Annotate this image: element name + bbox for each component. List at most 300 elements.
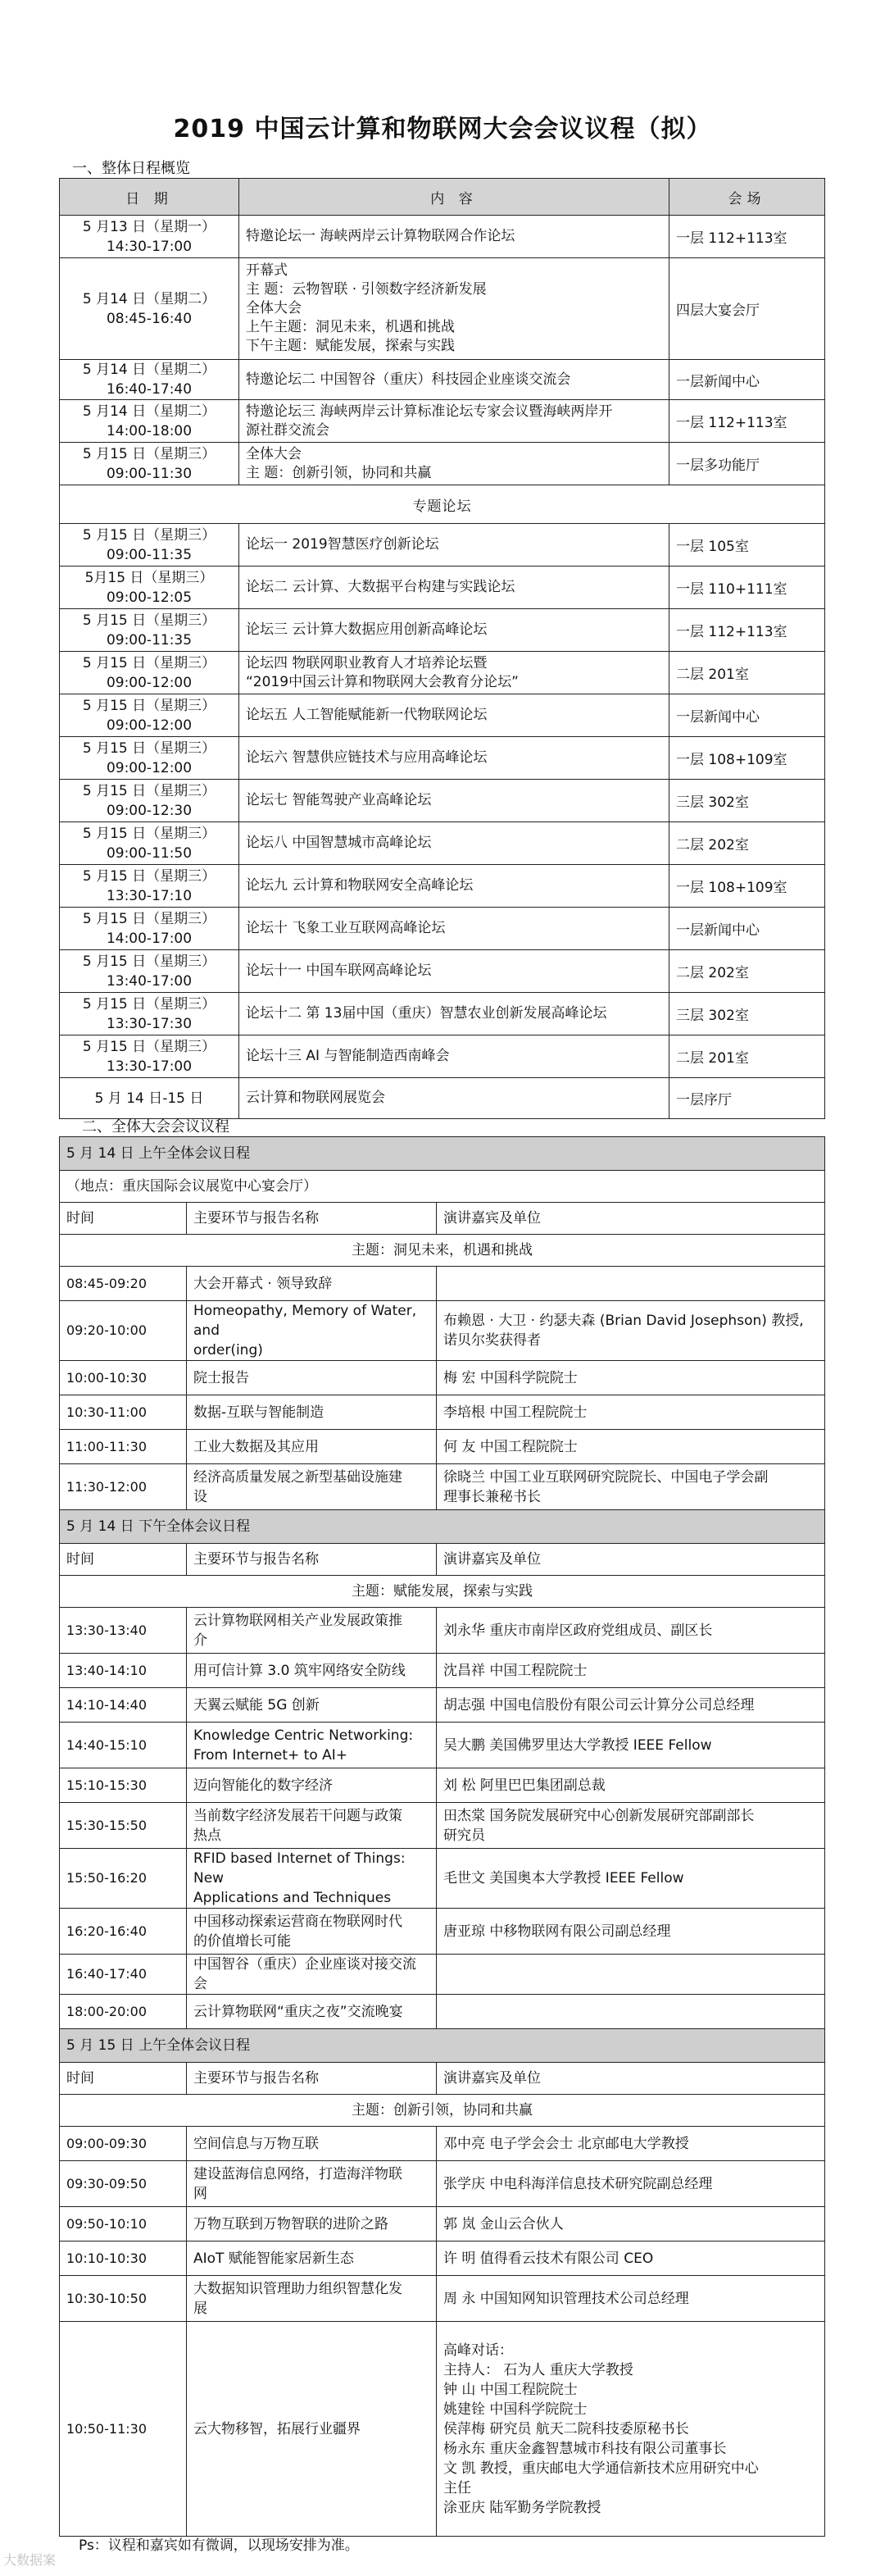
cell-line: 论坛一 2019智慧医疗创新论坛 [246,536,439,553]
cell-line: 13:30-17:30 [106,1015,193,1032]
column-header-row [60,1203,825,1235]
cell-line: 涂亚庆 陆军勤务学院教授 [443,2499,601,2516]
cell-line: 5 月15 日（星期三） [82,867,216,885]
cell-line: 09:00-11:30 [106,465,193,482]
cell-line: 08:45-16:40 [106,310,193,327]
schedule-venue: 一层 112+113室 [669,400,825,443]
cell-line: 李培根 中国工程院院士 [443,1404,588,1421]
forum-content [239,1035,669,1078]
footnote: Ps：议程和嘉宾如有微调，以现场安排为准。 [79,2537,359,2554]
agenda-speaker [437,1608,825,1654]
cell-line: 5 月15 日（星期三） [82,740,216,757]
agenda-topic [187,1995,437,2029]
agenda-topic [187,1464,437,1510]
forum-row [60,737,825,780]
forum-row [60,950,825,993]
agenda-row [60,1803,825,1849]
forum-venue: 一层 108+109室 [669,737,825,780]
agenda-topic [187,1361,437,1395]
cell-line: 13:30-17:00 [106,1058,193,1075]
agenda-topic [187,1301,437,1361]
cell-line: 当前数字经济发展若干问题与政策 [193,1807,402,1824]
block-header: 5 月 15 日 上午全体会议日程 [60,2029,825,2063]
agenda-time: 09:20-10:00 [60,1301,187,1361]
agenda-topic [187,2161,437,2207]
col-topic-header: 主要环节与报告名称 [187,2063,437,2095]
schedule-row [60,216,825,258]
agenda-time: 15:10-15:30 [60,1768,187,1803]
cell-line: 特邀论坛二 中国智谷（重庆）科技园企业座谈交流会 [246,371,571,388]
cell-line: 16:40-17:40 [106,381,193,398]
forum-row [60,609,825,652]
cell-line: 全体大会 [246,445,302,462]
table-header: 会场 [669,179,825,216]
page-title: 2019 中国云计算和物联网大会会议议程（拟） [173,115,712,143]
cell-line: 云计算和物联网展览会 [246,1090,385,1106]
forum-content [239,822,669,865]
forum-venue: 一层 110+111室 [669,567,825,609]
forum-content [239,780,669,822]
agenda-topic [187,2127,437,2161]
forum-venue: 二层 201室 [669,652,825,694]
agenda-row [60,1361,825,1395]
cell-line: 云大物移智，拓展行业疆界 [193,2420,361,2437]
block-theme: 主题：洞见未来，机遇和挑战 [60,1235,825,1267]
cell-line: From Internet+ to AI+ [193,1746,348,1764]
cell-line: 唐亚琼 中移物联网有限公司副总经理 [443,1923,671,1940]
schedule-row [60,258,825,360]
agenda-speaker [437,1723,825,1768]
forum-venue: 二层 201室 [669,1035,825,1078]
theme-row [60,1576,825,1608]
agenda-time: 10:30-10:50 [60,2276,187,2322]
cell-line: 刘永华 重庆市南岸区政府党组成员、副区长 [443,1622,713,1639]
agenda-speaker [437,2276,825,2322]
agenda-speaker [437,2241,825,2276]
schedule-date [60,258,239,360]
agenda-topic [187,1395,437,1430]
block-theme: 主题：创新引领，协同和共赢 [60,2095,825,2127]
agenda-row [60,1267,825,1301]
schedule-date [60,360,239,400]
cell-line: 数据-互联与智能制造 [193,1404,324,1421]
cell-line: 经济高质量发展之新型基础设施建 [193,1468,402,1486]
agenda-time: 10:30-11:00 [60,1395,187,1430]
cell-line: 13:40-17:00 [106,972,193,990]
cell-line: 源社群交流会 [246,421,329,439]
theme-row [60,2095,825,2127]
forum-date [60,567,239,609]
cell-line: 13:30-17:10 [106,887,193,904]
forum-content [239,737,669,780]
agenda-speaker [437,1803,825,1849]
cell-line: 刘 松 阿里巴巴集团副总裁 [443,1777,606,1794]
overview-table [59,178,825,1119]
agenda-speaker [437,2127,825,2161]
agenda-speaker [437,1430,825,1464]
agenda-time: 09:50-10:10 [60,2207,187,2241]
cell-line: 许 明 值得看云技术有限公司 CEO [443,2250,654,2267]
agenda-row [60,1768,825,1803]
agenda-speaker [437,1464,825,1510]
agenda-row [60,1955,825,1995]
subheading-row [60,485,825,524]
agenda-row [60,2241,825,2276]
forum-date [60,1078,239,1119]
schedule-content [239,400,669,443]
cell-line: 09:00-11:35 [106,546,193,563]
cell-line: Applications and Techniques [193,1890,392,1906]
forum-date [60,865,239,908]
forum-date [60,652,239,694]
cell-line: 姚建铨 中国科学院院士 [443,2401,588,2418]
cell-line: 09:00-12:00 [106,717,193,734]
agenda-speaker [437,2161,825,2207]
agenda-speaker [437,1849,825,1909]
block-header-row [60,1137,825,1171]
forum-date [60,694,239,737]
forum-content [239,993,669,1035]
schedule-content [239,258,669,360]
cell-line: 5 月15 日（星期三） [82,782,216,799]
watermark: 大数据案 [3,2552,57,2568]
schedule-venue: 一层多功能厅 [669,443,825,485]
forum-date [60,822,239,865]
cell-line: 杨永东 重庆金鑫智慧城市科技有限公司董事长 [443,2440,727,2457]
agenda-time: 11:30-12:00 [60,1464,187,1510]
agenda-time: 13:30-13:40 [60,1608,187,1654]
forum-row [60,524,825,567]
forum-venue: 一层序厅 [669,1078,825,1119]
forum-venue: 三层 302室 [669,993,825,1035]
schedule-venue: 四层大宴会厅 [669,258,825,360]
cell-line: 高峰对话： [443,2342,513,2359]
agenda-topic [187,1909,437,1955]
agenda-topic [187,2241,437,2276]
agenda-time: 16:40-17:40 [60,1955,187,1995]
agenda-time: 16:20-16:40 [60,1909,187,1955]
table-header: 日 期 [60,179,239,216]
agenda-speaker [437,2207,825,2241]
cell-line: 梅 宏 中国科学院院士 [443,1369,578,1386]
forum-content [239,609,669,652]
block-location: （地点：重庆国际会议展览中心宴会厅） [60,1171,825,1203]
forum-date [60,524,239,567]
cell-line: 09:00-11:50 [106,844,193,862]
cell-line: 特邀论坛一 海峡两岸云计算物联网合作论坛 [246,228,515,244]
block-header: 5 月 14 日 下午全体会议日程 [60,1510,825,1544]
cell-line: 09:00-11:35 [106,631,193,649]
cell-line: 中国智谷（重庆）企业座谈对接交流会 [193,1956,416,1992]
agenda-row [60,1464,825,1510]
agenda-topic [187,1688,437,1723]
cell-line: 周 永 中国知网知识管理技术公司总经理 [443,2290,689,2307]
forum-content [239,652,669,694]
cell-line: 邓中亮 电子学会会士 北京邮电大学教授 [443,2135,689,2152]
cell-line: 诺贝尔奖获得者 [443,1332,541,1349]
cell-line: 胡志强 中国电信股份有限公司云计算分公司总经理 [443,1696,755,1714]
cell-line: 主任 [443,2479,471,2496]
forum-date [60,1035,239,1078]
cell-line: 论坛三 云计算大数据应用创新高峰论坛 [246,621,488,638]
cell-line: 沈昌祥 中国工程院院士 [443,1662,588,1679]
cell-line: 热点 [193,1827,221,1844]
agenda-topic [187,1654,437,1688]
cell-line: 研究员 [443,1827,485,1844]
forum-content [239,950,669,993]
agenda-time: 11:00-11:30 [60,1430,187,1464]
forum-date [60,993,239,1035]
cell-line: 主 题：云物智联 · 引领数字经济新发展 [246,281,487,298]
agenda-time: 10:10-10:30 [60,2241,187,2276]
cell-line: 5 月14 日（星期二） [82,403,216,420]
cell-line: 5 月15 日（星期三） [82,445,216,462]
cell-line: Homeopathy, Memory of Water, and [193,1303,417,1339]
col-speaker-header: 演讲嘉宾及单位 [437,1203,825,1235]
agenda-speaker [437,1688,825,1723]
cell-line: 论坛十二 第 13届中国（重庆）智慧农业创新发展高峰论坛 [246,1005,607,1022]
agenda-time: 18:00-20:00 [60,1995,187,2029]
cell-line: 论坛四 物联网职业教育人才培养论坛暨 [246,654,488,671]
agenda-topic [187,1430,437,1464]
cell-line: 大数据知识管理助力组织智慧化发 [193,2280,402,2297]
agenda-speaker [437,1995,825,2029]
cell-line: 09:00-12:00 [106,759,193,776]
agenda-row [60,1301,825,1361]
agenda-row [60,1395,825,1430]
agenda-row [60,2161,825,2207]
cell-line: 张学庆 中电科海洋信息技术研究院副总经理 [443,2175,713,2192]
cell-line: 5 月15 日（星期三） [82,526,216,544]
agenda-row [60,1995,825,2029]
cell-line: 论坛五 人工智能赋能新一代物联网论坛 [246,707,488,723]
agenda-speaker [437,1955,825,1995]
cell-line: 毛世文 美国奥本大学教授 IEEE Fellow [443,1870,684,1886]
cell-line: 展 [193,2300,207,2317]
schedule-venue: 一层新闻中心 [669,360,825,400]
schedule-row [60,360,825,400]
forum-row [60,865,825,908]
schedule-date [60,443,239,485]
cell-line: 建设蓝海信息网络，打造海洋物联 [193,2165,402,2182]
agenda-row [60,1654,825,1688]
cell-line: 云计算物联网相关产业发展政策推 [193,1612,402,1629]
cell-line: 下午主题：赋能发展，探索与实践 [246,338,455,354]
forum-venue: 二层 202室 [669,950,825,993]
cell-line: 5 月14 日（星期二） [82,362,216,378]
cell-line: 论坛十一 中国车联网高峰论坛 [246,963,432,979]
cell-line: 09:00-12:05 [106,589,193,606]
schedule-content [239,360,669,400]
agenda-row [60,1849,825,1909]
forum-content [239,524,669,567]
agenda-speaker [437,1301,825,1361]
agenda-topic [187,2207,437,2241]
cell-line: 全体大会 [246,300,302,316]
agenda-row [60,1909,825,1955]
cell-line: 大会开幕式 · 领导致辞 [193,1275,333,1292]
agenda-row [60,2322,825,2537]
cell-line: 14:00-18:00 [106,422,193,439]
cell-line: 5 月 14 日-15 日 [94,1090,204,1107]
cell-line: order(ing) [193,1342,263,1359]
cell-line: 5 月15 日（星期三） [82,910,216,927]
cell-line: 主 题：创新引领，协同和共赢 [246,464,432,481]
cell-line: 14:00-17:00 [106,930,193,947]
cell-line: 上午主题：洞见未来，机遇和挑战 [246,319,455,335]
cell-line: 院士报告 [193,1369,249,1386]
theme-row [60,1235,825,1267]
cell-line: 云计算物联网“重庆之夜”交流晚宴 [193,2003,403,2020]
cell-line: 5 月15 日（星期三） [82,1038,216,1055]
agenda-time: 09:30-09:50 [60,2161,187,2207]
cell-line: 5 月15 日（星期三） [82,995,216,1013]
forum-row [60,1035,825,1078]
agenda-topic [187,1955,437,1995]
forum-row [60,567,825,609]
forum-row [60,652,825,694]
forum-date [60,950,239,993]
cell-line: 吴大鹏 美国佛罗里达大学教授 IEEE Fellow [443,1736,712,1754]
cell-line: 5 月15 日（星期三） [82,953,216,970]
agenda-row [60,2276,825,2322]
forum-row [60,993,825,1035]
agenda-time: 14:10-14:40 [60,1688,187,1723]
cell-line: 5 月14 日（星期二） [82,290,216,307]
cell-line: 田杰棠 国务院发展研究中心创新发展研究部副部长 [443,1807,755,1824]
agenda-time: 08:45-09:20 [60,1267,187,1301]
col-speaker-header: 演讲嘉宾及单位 [437,1544,825,1576]
cell-line: 天翼云赋能 5G 创新 [193,1696,320,1714]
cell-line: 用可信计算 3.0 筑牢网络安全防线 [193,1662,406,1679]
cell-line: 5 月15 日（星期三） [82,697,216,714]
cell-line: “2019中国云计算和物联网大会教育分论坛” [246,673,519,690]
agenda-row [60,1723,825,1768]
agenda-speaker [437,1395,825,1430]
forum-venue: 一层 108+109室 [669,865,825,908]
agenda-topic [187,1768,437,1803]
cell-line: 工业大数据及其应用 [193,1438,319,1455]
forum-content [239,1078,669,1119]
block-header-row [60,2029,825,2063]
cell-line: 理事长兼秘书长 [443,1488,541,1505]
schedule-date [60,216,239,258]
agenda-topic [187,2276,437,2322]
cell-line: 特邀论坛三 海峡两岸云计算标准论坛专家会议暨海峡两岸开 [246,403,613,420]
cell-line: 5 月15 日（星期三） [82,654,216,671]
forum-venue: 二层 202室 [669,822,825,865]
cell-line: RFID based Internet of Things: New [193,1850,406,1886]
cell-line: 文 凯 教授，重庆邮电大学通信新技术应用研究中心 [443,2460,759,2477]
forum-venue: 一层新闻中心 [669,694,825,737]
plenary-agenda-table [59,1136,825,2537]
table-header: 内 容 [239,179,669,216]
agenda-topic [187,1267,437,1301]
agenda-topic [187,1608,437,1654]
block-theme: 主题：赋能发展，探索与实践 [60,1576,825,1608]
agenda-time: 15:50-16:20 [60,1849,187,1909]
cell-line: 徐晓兰 中国工业互联网研究院院长、中国电子学会副 [443,1468,769,1486]
forum-date [60,737,239,780]
cell-line: 设 [193,1488,207,1505]
cell-line: 万物互联到万物智联的进阶之路 [193,2215,388,2232]
agenda-topic [187,1723,437,1768]
forum-date [60,908,239,950]
cell-line: 开幕式 [246,262,288,279]
column-header-row [60,2063,825,2095]
schedule-content [239,443,669,485]
agenda-topic [187,1803,437,1849]
cell-line: 空间信息与万物互联 [193,2135,319,2152]
schedule-row [60,443,825,485]
forum-row [60,694,825,737]
agenda-speaker [437,1361,825,1395]
forum-row [60,908,825,950]
cell-line: 14:30-17:00 [106,238,193,255]
agenda-speaker [437,2322,825,2537]
col-time-header: 时间 [60,2063,187,2095]
location-row [60,1171,825,1203]
cell-line: 论坛六 智慧供应链技术与应用高峰论坛 [246,749,488,766]
cell-line: 侯萍梅 研究员 航天二院科技委原秘书长 [443,2420,689,2437]
agenda-row [60,1430,825,1464]
cell-line: 论坛十 飞象工业互联网高峰论坛 [246,920,446,936]
forum-content [239,694,669,737]
cell-line: 09:00-12:00 [106,674,193,691]
forum-row [60,822,825,865]
agenda-time: 10:50-11:30 [60,2322,187,2537]
cell-line: 主持人： 石为人 重庆大学教授 [443,2361,633,2378]
agenda-time: 14:40-15:10 [60,1723,187,1768]
cell-line: 09:00-12:30 [106,802,193,819]
col-topic-header: 主要环节与报告名称 [187,1544,437,1576]
agenda-row [60,1688,825,1723]
forum-venue: 一层 105室 [669,524,825,567]
cell-line: 5 月15 日（星期三） [82,825,216,842]
cell-line: 郭 岚 金山云合伙人 [443,2215,564,2232]
cell-line: 介 [193,1632,207,1649]
section-heading-plenary: 二、全体大会会议议程 [82,1118,229,1136]
block-header-row [60,1510,825,1544]
agenda-row [60,2127,825,2161]
cell-line: 钟 山 中国工程院院士 [443,2381,578,2398]
cell-line: 布赖恩 · 大卫 · 约瑟夫森 (Brian David Josephson) 教授, [443,1313,804,1329]
forum-content [239,865,669,908]
cell-line: 论坛十三 AI 与智能制造西南峰会 [246,1048,450,1064]
agenda-speaker [437,1654,825,1688]
schedule-date [60,400,239,443]
column-header-row [60,1544,825,1576]
cell-line: 中国移动探索运营商在物联网时代 [193,1913,402,1930]
col-time-header: 时间 [60,1544,187,1576]
agenda-time: 10:00-10:30 [60,1361,187,1395]
cell-line: Knowledge Centric Networking: [193,1727,414,1744]
agenda-speaker [437,1267,825,1301]
cell-line: 5 月13 日（星期一） [82,218,216,235]
forum-venue: 一层新闻中心 [669,908,825,950]
cell-line: 迈向智能化的数字经济 [193,1777,333,1794]
forum-row [60,1078,825,1119]
forum-date [60,780,239,822]
agenda-time: 13:40-14:10 [60,1654,187,1688]
agenda-topic [187,1849,437,1909]
subheading: 专题论坛 [60,485,825,524]
cell-line: 网 [193,2185,207,2202]
cell-line: AIoT 赋能智能家居新生态 [193,2250,354,2267]
section-heading-overview: 一、整体日程概览 [72,160,190,177]
schedule-venue: 一层 112+113室 [669,216,825,258]
schedule-content [239,216,669,258]
